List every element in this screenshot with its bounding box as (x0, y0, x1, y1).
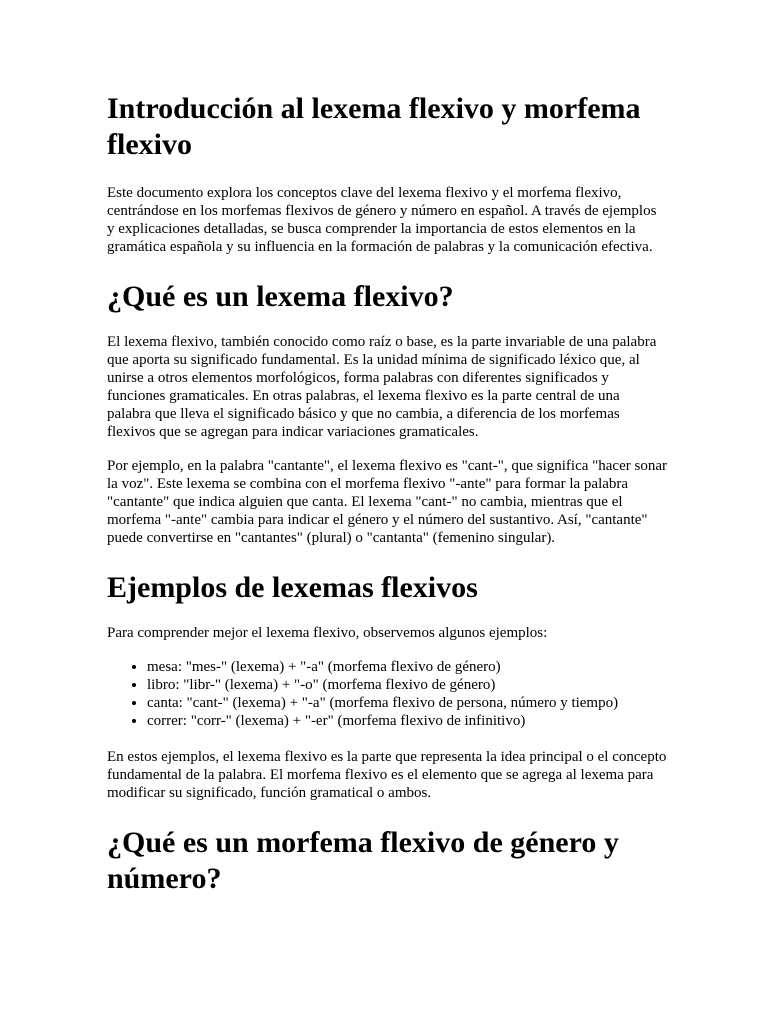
list-item: • libro: "libr-" (lexema) + "-o" (morfema flexivo de género) (147, 676, 667, 694)
list-item: • canta: "cant-" (lexema) + "-a" (morfema flexivo de persona, número y tiempo) (147, 694, 667, 712)
document-title: Introducción al lexema flexivo y morfema flexivo (107, 92, 641, 161)
section-heading-morfema: ¿Qué es un morfema flexivo de género y número? (107, 826, 619, 895)
section-heading-lexema: ¿Qué es un lexema flexivo? (107, 280, 454, 313)
section-heading-ejemplos: Ejemplos de lexemas flexivos (107, 571, 478, 604)
examples-list (107, 658, 667, 730)
intro-paragraph: Este documento explora los conceptos clave del lexema flexivo y el morfema flexivo, centrándose en los morfemas flexivos de género y número en español. A través de ejemplos y explicaciones detalladas, se busca comprender la importancia de estos elementos en la gramática española y su influencia en la formación de palabras y la comunicación efectiva. (107, 185, 657, 255)
paragraph-ejemplos-intro: Para comprender mejor el lexema flexivo, observemos algunos ejemplos: (107, 625, 548, 641)
document-page (107, 91, 667, 915)
paragraph-lexema-definition: El lexema flexivo, también conocido como raíz o base, es la parte invariable de una palabra que aporta su significado fundamental. Es la unidad mínima de significado léxico que, al unirse a otros elementos morfológicos, forma palabras con diferentes significados y funciones gramaticales. En otras palabras, el lexema flexivo es la parte central de una palabra que lleva el significado básico y que no cambia, a diferencia de los morfemas flexivos que se agregan para indicar variaciones gramaticales. (107, 334, 657, 440)
list-item: • mesa: "mes-" (lexema) + "-a" (morfema flexivo de género) (147, 658, 667, 676)
paragraph-lexema-example: Por ejemplo, en la palabra "cantante", el lexema flexivo es "cant-", que significa "hacer sonar la voz". Este lexema se combina con el morfema flexivo "-ante" para formar la palabra "cantante" que indica alguien que canta. El lexema "cant-" no cambia, mientras que el morfema "-ante" cambia para indicar el género y el número del sustantivo. Así, "cantante" puede convertirse en "cantantes" (plural) o "cantanta" (femenino singular). (107, 458, 667, 546)
list-item: • correr: "corr-" (lexema) + "-er" (morfema flexivo de infinitivo) (147, 712, 667, 730)
paragraph-ejemplos-conclusion: En estos ejemplos, el lexema flexivo es la parte que representa la idea principal o el concepto fundamental de la palabra. El morfema flexivo es el elemento que se agrega al lexema para modificar su significado, función gramatical o ambos. (107, 749, 667, 801)
